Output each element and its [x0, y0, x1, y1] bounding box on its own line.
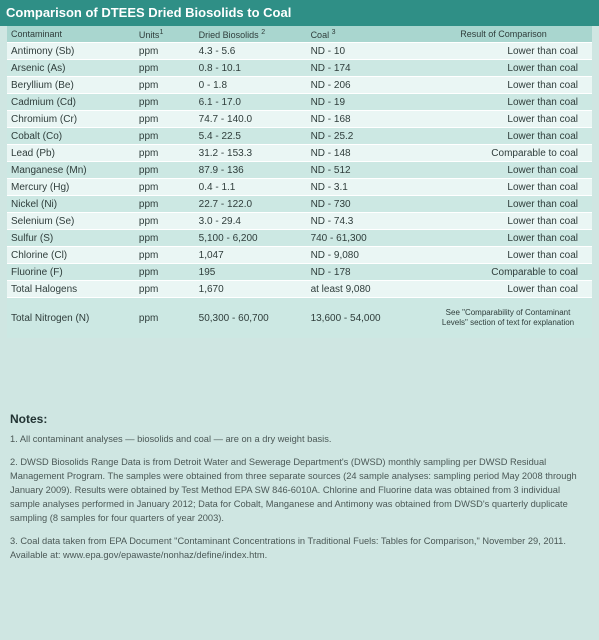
cell-contaminant-text: Cobalt (Co) [11, 130, 63, 142]
cell-units-text: ppm [138, 266, 159, 278]
cell-result [425, 196, 592, 213]
cell-units [135, 213, 195, 230]
cell-biosolids [195, 230, 307, 247]
cell-contaminant [7, 196, 135, 213]
cell-contaminant-text: Antimony (Sb) [11, 45, 75, 57]
cell-result [425, 264, 592, 281]
cell-contaminant-text: Sulfur (S) [11, 232, 54, 244]
header-contaminant-label: Contaminant [11, 29, 63, 39]
cell-units-text: ppm [138, 62, 159, 74]
cell-units [135, 162, 195, 179]
cell-coal-text: ND - 25.2 [310, 130, 354, 142]
cell-result [425, 111, 592, 128]
header-units-footnote: 1 [159, 28, 164, 36]
table-row [7, 213, 592, 230]
cell-result-text: Lower than coal [507, 45, 578, 57]
cell-biosolids [195, 213, 307, 230]
cell-biosolids [195, 196, 307, 213]
cell-coal-text: ND - 3.1 [310, 181, 348, 193]
cell-result-text: See "Comparability of Contaminant Levels" section of text for explanation [441, 308, 575, 327]
cell-coal-text: ND - 74.3 [310, 215, 354, 227]
cell-contaminant [7, 162, 135, 179]
cell-coal [307, 77, 425, 94]
cell-biosolids-text: 31.2 - 153.3 [198, 147, 253, 159]
cell-result-text: Lower than coal [507, 232, 578, 244]
cell-result [425, 94, 592, 111]
page-title: Comparison of DTEES Dried Biosolids to Coal [0, 0, 599, 26]
cell-result-text: Lower than coal [507, 96, 578, 108]
cell-coal [307, 247, 425, 264]
cell-units-text: ppm [138, 181, 159, 193]
cell-units [135, 111, 195, 128]
cell-contaminant-text: Selenium (Se) [11, 215, 75, 227]
cell-result-text: Lower than coal [507, 79, 578, 91]
cell-units [135, 145, 195, 162]
cell-biosolids-text: 3.0 - 29.4 [198, 215, 241, 227]
cell-biosolids [195, 94, 307, 111]
table-row [7, 281, 592, 298]
cell-units [135, 281, 195, 298]
cell-coal [307, 179, 425, 196]
cell-contaminant [7, 43, 135, 60]
cell-result-text: Lower than coal [507, 181, 578, 193]
cell-result [425, 128, 592, 145]
table-row [7, 264, 592, 281]
cell-units-text: ppm [138, 147, 159, 159]
cell-units [135, 94, 195, 111]
cell-contaminant-text: Nickel (Ni) [11, 198, 58, 210]
notes-heading: Notes: [10, 412, 48, 426]
cell-coal-text: at least 9,080 [310, 283, 371, 295]
cell-biosolids-text: 5.4 - 22.5 [198, 130, 241, 142]
comparison-table [7, 26, 592, 338]
cell-contaminant [7, 111, 135, 128]
cell-contaminant-text: Mercury (Hg) [11, 181, 70, 193]
cell-coal-text: ND - 9,080 [310, 249, 359, 261]
cell-units [135, 43, 195, 60]
cell-biosolids [195, 162, 307, 179]
header-result-label: Result of Comparison [460, 29, 547, 39]
cell-result [425, 43, 592, 60]
cell-biosolids [195, 111, 307, 128]
cell-units [135, 128, 195, 145]
cell-biosolids-text: 22.7 - 122.0 [198, 198, 253, 210]
cell-coal-text: 740 - 61,300 [310, 232, 367, 244]
cell-contaminant-text: Total Nitrogen (N) [11, 312, 90, 324]
cell-contaminant [7, 128, 135, 145]
cell-units [135, 196, 195, 213]
cell-units-text: ppm [138, 130, 159, 142]
cell-biosolids-text: 0.4 - 1.1 [198, 181, 236, 193]
cell-contaminant-text: Arsenic (As) [11, 62, 66, 74]
table-body [7, 43, 592, 339]
cell-contaminant [7, 60, 135, 77]
cell-units [135, 247, 195, 264]
cell-units-text: ppm [138, 96, 159, 108]
cell-result-text: Lower than coal [507, 130, 578, 142]
cell-units-text: ppm [138, 312, 159, 324]
cell-result [425, 247, 592, 264]
header-units-label: Units [138, 29, 160, 40]
note-3: 3. Coal data taken from EPA Document "Contaminant Concentrations in Traditional Fuels: Tables for Comparison," November 29, 2011. Available at: www.epa.gov/epawaste/nonhaz/define/index.htm. [10, 536, 566, 560]
cell-units [135, 298, 195, 339]
cell-result-text: Lower than coal [507, 62, 578, 74]
cell-result-text: Lower than coal [507, 249, 578, 261]
cell-coal [307, 145, 425, 162]
cell-contaminant-text: Beryllium (Be) [11, 79, 74, 91]
cell-contaminant [7, 179, 135, 196]
table-row [7, 94, 592, 111]
cell-units-text: ppm [138, 283, 159, 295]
cell-biosolids [195, 145, 307, 162]
cell-biosolids [195, 179, 307, 196]
cell-contaminant [7, 298, 135, 339]
header-coal-footnote: 3 [331, 28, 336, 36]
cell-result-text: Lower than coal [507, 215, 578, 227]
cell-biosolids [195, 298, 307, 339]
cell-biosolids-text: 87.9 - 136 [198, 164, 244, 176]
cell-result-text: Comparable to coal [491, 266, 578, 278]
cell-units [135, 264, 195, 281]
cell-coal-text: ND - 730 [310, 198, 351, 210]
cell-biosolids-text: 195 [198, 266, 216, 278]
cell-contaminant-text: Manganese (Mn) [11, 164, 87, 176]
cell-biosolids [195, 247, 307, 264]
cell-coal [307, 111, 425, 128]
cell-biosolids-text: 0 - 1.8 [198, 79, 228, 91]
note-2: 2. DWSD Biosolids Range Data is from Detroit Water and Sewerage Department's (DWSD) monthly sampling per DWSD Residual Management Program. The samples were obtained from three separate sources (24 sample analyses: sampling period May 2008 through January 2009). Results were obtained by Test Method EPA SW 846-6010A. Chlorine and Fluorine data was obtained from 3 individual sample analyses performed in January 2012; Data for Cobalt, Manganese and Antimony was obtained from DWSD's quarterly duplicate sampling (8 samples for four quarters of year 2003). [10, 457, 577, 523]
cell-result-text: Lower than coal [507, 198, 578, 210]
cell-contaminant [7, 230, 135, 247]
cell-units-text: ppm [138, 113, 159, 125]
cell-coal [307, 264, 425, 281]
cell-contaminant-text: Chromium (Cr) [11, 113, 78, 125]
cell-coal [307, 60, 425, 77]
cell-units-text: ppm [138, 79, 159, 91]
cell-result [425, 213, 592, 230]
header-biosolids-label: Dried Biosolids [198, 29, 259, 40]
cell-biosolids [195, 281, 307, 298]
cell-result-text: Comparable to coal [491, 147, 578, 159]
table-row [7, 247, 592, 264]
cell-coal-text: ND - 19 [310, 96, 346, 108]
cell-units-text: ppm [138, 164, 159, 176]
cell-coal [307, 43, 425, 60]
table-row [7, 230, 592, 247]
table-row [7, 162, 592, 179]
cell-biosolids-text: 6.1 - 17.0 [198, 96, 241, 108]
cell-contaminant [7, 247, 135, 264]
cell-result [425, 298, 592, 339]
note-1: 1. All contaminant analyses — biosolids and coal — are on a dry weight basis. [10, 434, 332, 444]
cell-coal-text: ND - 178 [310, 266, 351, 278]
cell-contaminant-text: Total Halogens [11, 283, 78, 295]
cell-result [425, 281, 592, 298]
cell-biosolids-text: 1,047 [198, 249, 224, 261]
cell-coal [307, 128, 425, 145]
cell-coal-text: 13,600 - 54,000 [310, 312, 381, 324]
cell-biosolids-text: 74.7 - 140.0 [198, 113, 253, 125]
cell-result [425, 60, 592, 77]
cell-contaminant [7, 213, 135, 230]
cell-coal [307, 281, 425, 298]
cell-result-text: Lower than coal [507, 113, 578, 125]
cell-result [425, 179, 592, 196]
cell-units [135, 230, 195, 247]
table-header-row [7, 26, 592, 43]
cell-contaminant-text: Lead (Pb) [11, 147, 55, 159]
cell-units [135, 179, 195, 196]
header-units [135, 26, 195, 43]
cell-contaminant-text: Fluorine (F) [11, 266, 63, 278]
cell-coal-text: ND - 10 [310, 45, 346, 57]
cell-units-text: ppm [138, 198, 159, 210]
cell-coal [307, 94, 425, 111]
table-row [7, 77, 592, 94]
cell-biosolids-text: 4.3 - 5.6 [198, 45, 236, 57]
notes-section [10, 412, 590, 571]
cell-biosolids [195, 128, 307, 145]
cell-coal [307, 162, 425, 179]
table-row [7, 196, 592, 213]
cell-contaminant [7, 281, 135, 298]
cell-biosolids-text: 0.8 - 10.1 [198, 62, 241, 74]
table-row [7, 298, 592, 339]
cell-coal-text: ND - 512 [310, 164, 351, 176]
cell-units [135, 77, 195, 94]
cell-coal [307, 298, 425, 339]
cell-units-text: ppm [138, 45, 159, 57]
cell-contaminant [7, 264, 135, 281]
cell-result-text: Lower than coal [507, 164, 578, 176]
cell-contaminant [7, 94, 135, 111]
cell-coal [307, 196, 425, 213]
cell-biosolids [195, 77, 307, 94]
table-row [7, 43, 592, 60]
table-row [7, 145, 592, 162]
cell-coal-text: ND - 174 [310, 62, 351, 74]
cell-result [425, 145, 592, 162]
cell-coal [307, 213, 425, 230]
header-biosolids-footnote: 2 [261, 28, 266, 36]
cell-result [425, 77, 592, 94]
cell-result [425, 230, 592, 247]
cell-units [135, 60, 195, 77]
cell-biosolids-text: 1,670 [198, 283, 224, 295]
cell-biosolids-text: 5,100 - 6,200 [198, 232, 258, 244]
cell-biosolids [195, 60, 307, 77]
header-biosolids [195, 26, 307, 43]
cell-coal-text: ND - 148 [310, 147, 351, 159]
header-coal [307, 26, 425, 43]
cell-biosolids-text: 50,300 - 60,700 [198, 312, 269, 324]
cell-biosolids [195, 264, 307, 281]
header-coal-label: Coal [310, 29, 330, 40]
cell-contaminant [7, 77, 135, 94]
cell-contaminant-text: Chlorine (Cl) [11, 249, 68, 261]
table-row [7, 111, 592, 128]
cell-coal-text: ND - 206 [310, 79, 351, 91]
cell-contaminant-text: Cadmium (Cd) [11, 96, 77, 108]
cell-coal-text: ND - 168 [310, 113, 351, 125]
table-row [7, 128, 592, 145]
cell-units-text: ppm [138, 232, 159, 244]
cell-coal [307, 230, 425, 247]
header-contaminant [7, 26, 135, 43]
header-result [425, 26, 592, 43]
table-row [7, 60, 592, 77]
cell-contaminant [7, 145, 135, 162]
cell-units-text: ppm [138, 249, 159, 261]
cell-result-text: Lower than coal [507, 283, 578, 295]
cell-result [425, 162, 592, 179]
table-row [7, 179, 592, 196]
cell-units-text: ppm [138, 215, 159, 227]
cell-biosolids [195, 43, 307, 60]
